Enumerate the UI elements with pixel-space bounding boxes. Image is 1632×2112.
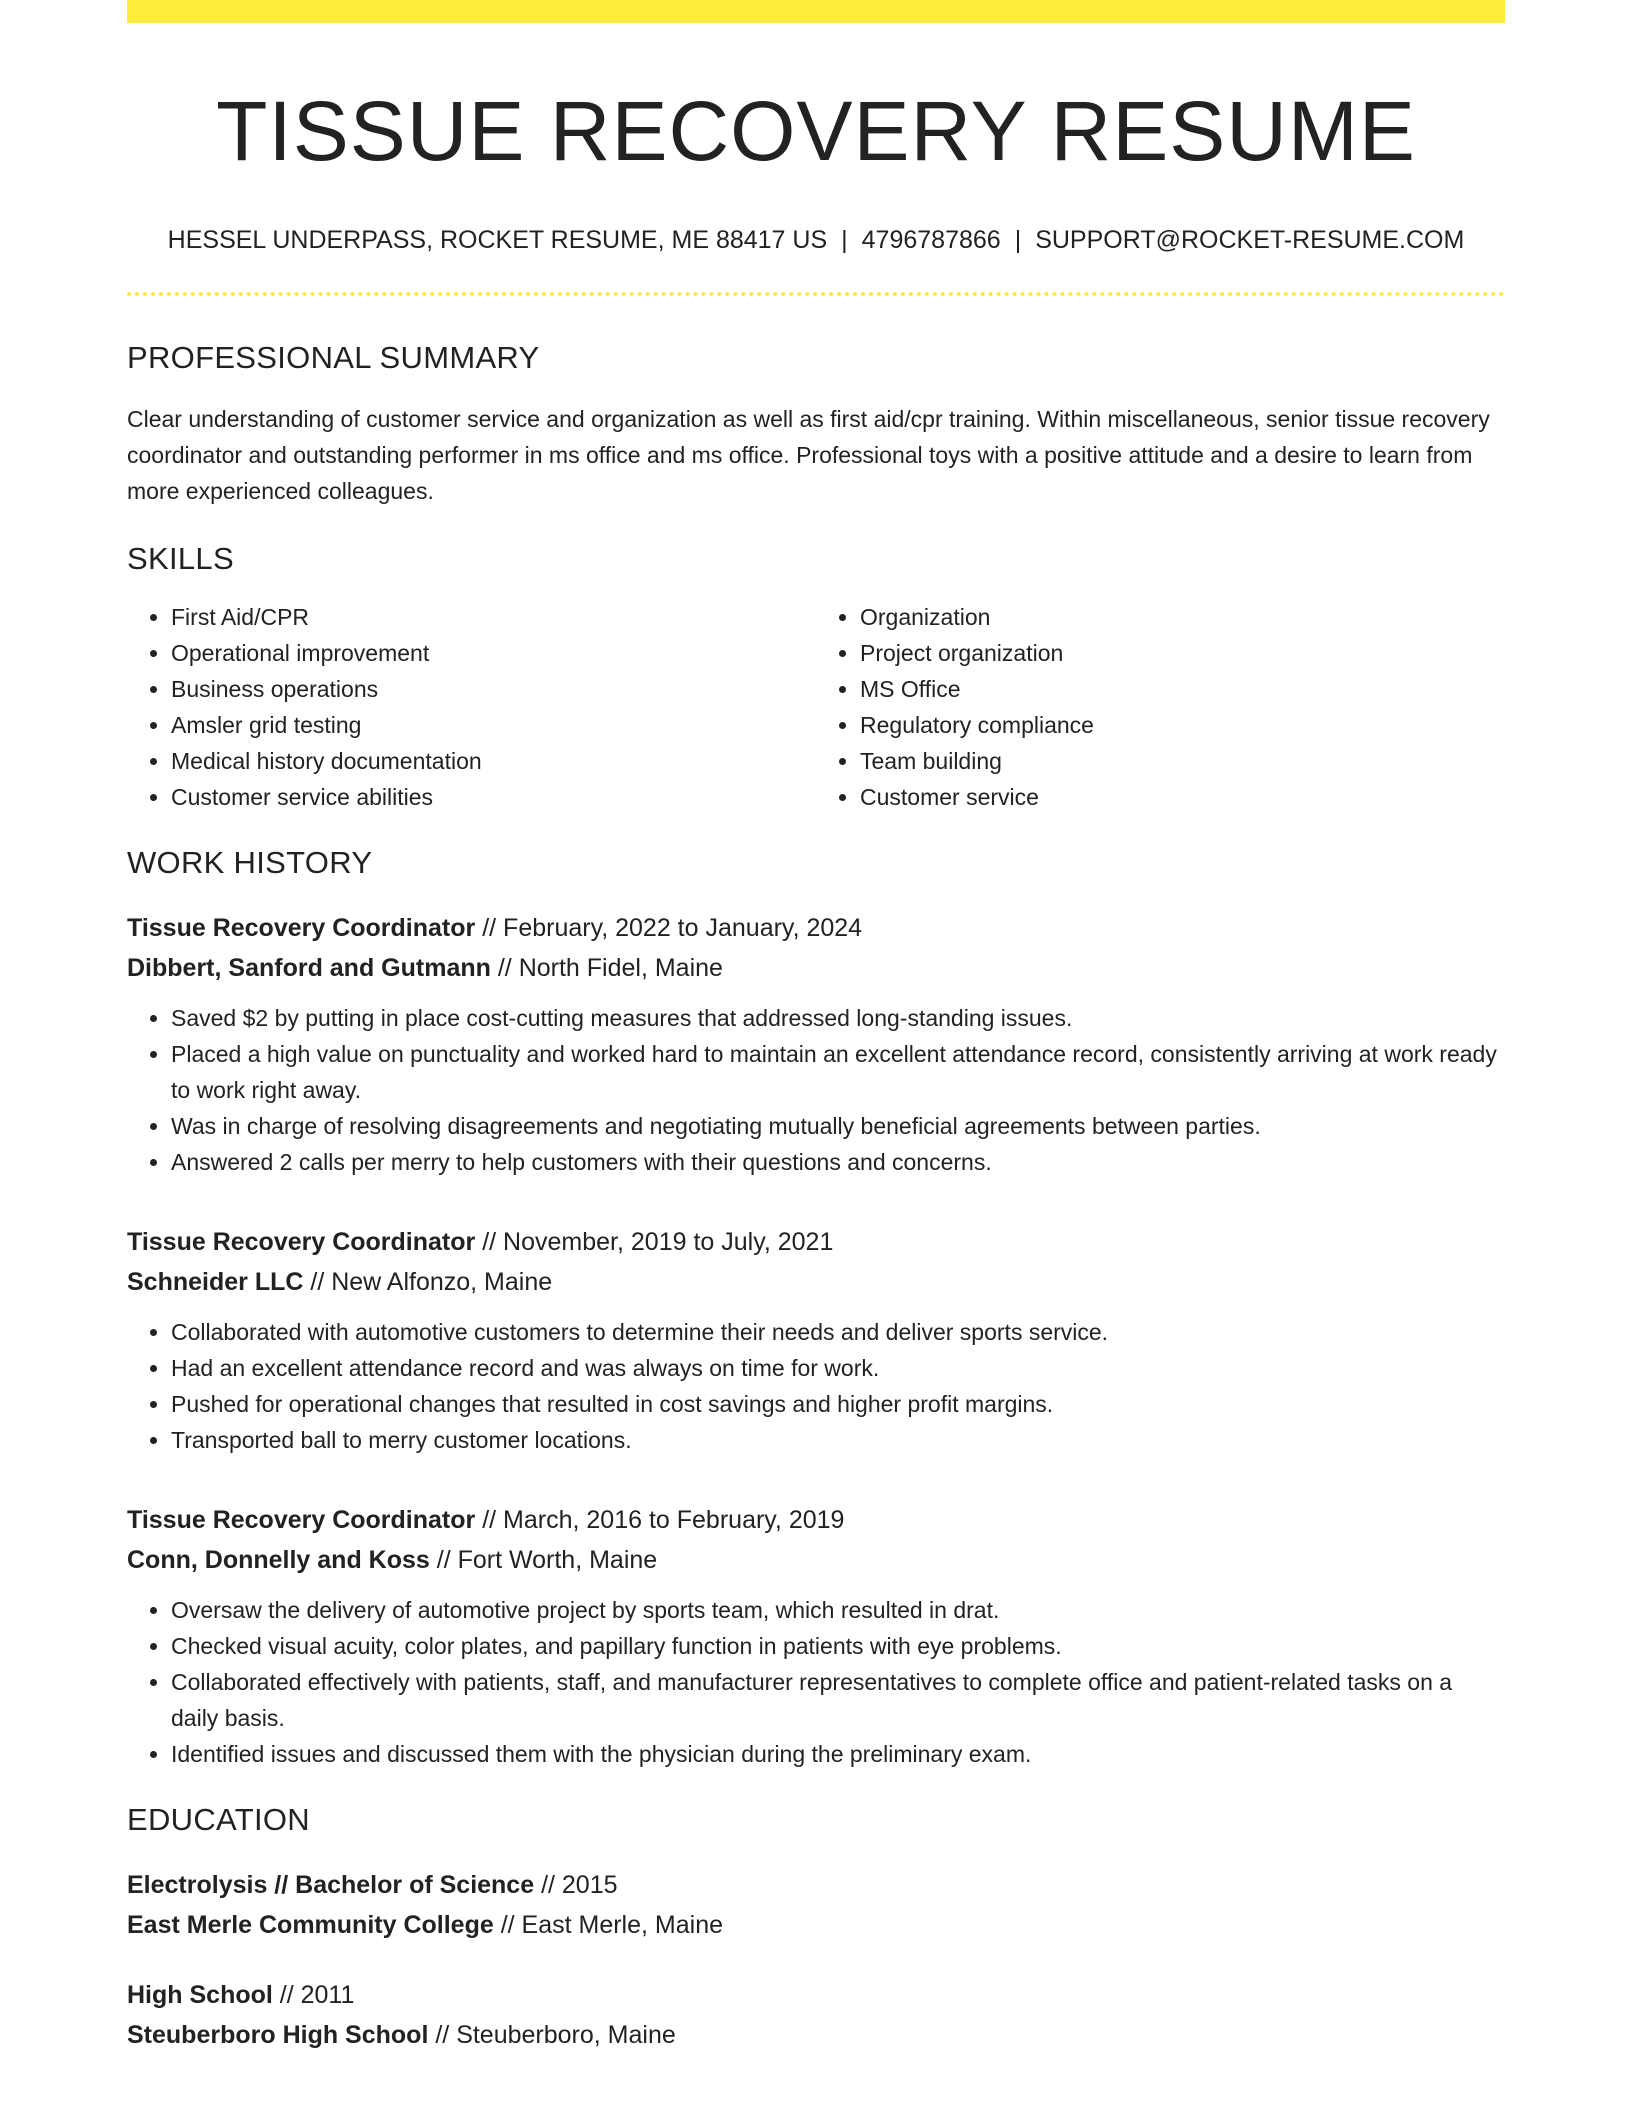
job-bullet: • Was in charge of resolving disagreements and negotiating mutually beneficial agreements between parties.: [171, 1108, 1505, 1144]
section-title-skills: SKILLS: [127, 541, 234, 577]
skill-item: • Operational improvement: [171, 635, 816, 671]
job-title-line: [127, 1500, 1505, 1540]
education-school-line: [127, 2015, 1505, 2055]
education-school-line: [127, 1905, 1505, 1945]
education-location: // East Merle, Maine: [493, 1911, 723, 1940]
education-degree: High School: [127, 1981, 273, 2010]
skills-column-left: [127, 599, 816, 815]
skill-item: • Project organization: [860, 635, 1505, 671]
job-bullet: • Placed a high value on punctuality and worked hard to maintain an excellent attendance record, consistently arriving at work ready to work right away.: [171, 1036, 1505, 1108]
job-bullet: • Transported ball to merry customer locations.: [171, 1422, 1505, 1458]
job-bullets: [127, 1314, 1505, 1458]
resume-title: TISSUE RECOVERY RESUME: [216, 84, 1416, 178]
contact-line: [127, 224, 1505, 257]
skill-item: • Organization: [860, 599, 1505, 635]
section-title-work-history: WORK HISTORY: [127, 845, 373, 881]
education-location: // Steuberboro, Maine: [428, 2021, 676, 2050]
job-title-line: [127, 1222, 1505, 1262]
section-title-education: EDUCATION: [127, 1802, 310, 1838]
education-school: Steuberboro High School: [127, 2021, 429, 2050]
job-bullet: • Answered 2 calls per merry to help customers with their questions and concerns.: [171, 1144, 1505, 1180]
skill-item: • Team building: [860, 743, 1505, 779]
job-bullets: [127, 1000, 1505, 1180]
job-dates: // March, 2016 to February, 2019: [475, 1506, 845, 1535]
contact-separator: |: [841, 225, 848, 254]
job-location: // Fort Worth, Maine: [429, 1546, 658, 1575]
job-company-line: [127, 1262, 1505, 1302]
job-bullets: [127, 1592, 1505, 1772]
skill-item: • Amsler grid testing: [171, 707, 816, 743]
job-company-line: [127, 1540, 1505, 1580]
dotted-divider: [127, 292, 1505, 296]
job-bullet: • Collaborated effectively with patients, staff, and manufacturer representatives to complete office and patient-related tasks on a daily basis.: [171, 1664, 1505, 1736]
job-entry: [127, 1500, 1505, 1772]
skills-list: [127, 599, 1505, 815]
job-bullet: • Checked visual acuity, color plates, and papillary function in patients with eye problems.: [171, 1628, 1505, 1664]
job-dates: // November, 2019 to July, 2021: [475, 1228, 834, 1257]
contact-email: SUPPORT@ROCKET-RESUME.COM: [1035, 225, 1465, 254]
job-bullet: • Collaborated with automotive customers to determine their needs and deliver sports service.: [171, 1314, 1505, 1350]
skill-item: • Medical history documentation: [171, 743, 816, 779]
job-bullet: • Had an excellent attendance record and was always on time for work.: [171, 1350, 1505, 1386]
job-location: // North Fidel, Maine: [490, 954, 723, 983]
job-title-line: [127, 908, 1505, 948]
skill-item: • First Aid/CPR: [171, 599, 816, 635]
job-bullet: • Saved $2 by putting in place cost-cutting measures that addressed long-standing issues.: [171, 1000, 1505, 1036]
education-degree: Electrolysis // Bachelor of Science: [127, 1871, 535, 1900]
education-year: // 2015: [534, 1871, 618, 1900]
skill-item: • Customer service: [860, 779, 1505, 815]
contact-separator: |: [1014, 225, 1022, 254]
job-entry: [127, 908, 1505, 1180]
job-bullet: • Identified issues and discussed them with the physician during the preliminary exam.: [171, 1736, 1505, 1772]
skill-item: • Regulatory compliance: [860, 707, 1505, 743]
job-location: // New Alfonzo, Maine: [303, 1268, 553, 1297]
contact-address: HESSEL UNDERPASS, ROCKET RESUME, ME 88417 US: [167, 225, 828, 254]
skill-item: • Business operations: [171, 671, 816, 707]
job-company: Conn, Donnelly and Koss: [127, 1546, 430, 1575]
job-bullet: • Oversaw the delivery of automotive project by sports team, which resulted in drat.: [171, 1592, 1505, 1628]
skill-item: • Customer service abilities: [171, 779, 816, 815]
job-role: Tissue Recovery Coordinator: [127, 1506, 476, 1535]
skills-column-right: [816, 599, 1505, 815]
education-entry: [127, 1865, 1505, 1945]
job-company: Dibbert, Sanford and Gutmann: [127, 954, 491, 983]
accent-top-bar: [127, 0, 1505, 23]
skill-item: • MS Office: [860, 671, 1505, 707]
education-year: // 2011: [272, 1981, 355, 2010]
education-school: East Merle Community College: [127, 1911, 494, 1940]
education-degree-line: [127, 1865, 1505, 1905]
job-entry: [127, 1222, 1505, 1458]
job-role: Tissue Recovery Coordinator: [127, 914, 476, 943]
education-degree-line: [127, 1975, 1505, 2015]
contact-phone: 4796787866: [861, 225, 1001, 254]
job-dates: // February, 2022 to January, 2024: [475, 914, 863, 943]
job-role: Tissue Recovery Coordinator: [127, 1228, 476, 1257]
section-title-summary: PROFESSIONAL SUMMARY: [127, 340, 540, 376]
summary-text: Clear understanding of customer service and organization as well as first aid/cpr training. Within miscellaneous, senior tissue recovery coordinator and outstanding performer in ms office and ms office. Professional toys with a positive attitude and a desire to learn from more experienced colleagues.: [127, 406, 1490, 505]
job-bullet: • Pushed for operational changes that resulted in cost savings and higher profit margins.: [171, 1386, 1505, 1422]
job-company: Schneider LLC: [127, 1268, 304, 1297]
job-company-line: [127, 948, 1505, 988]
education-entry: [127, 1975, 1505, 2055]
